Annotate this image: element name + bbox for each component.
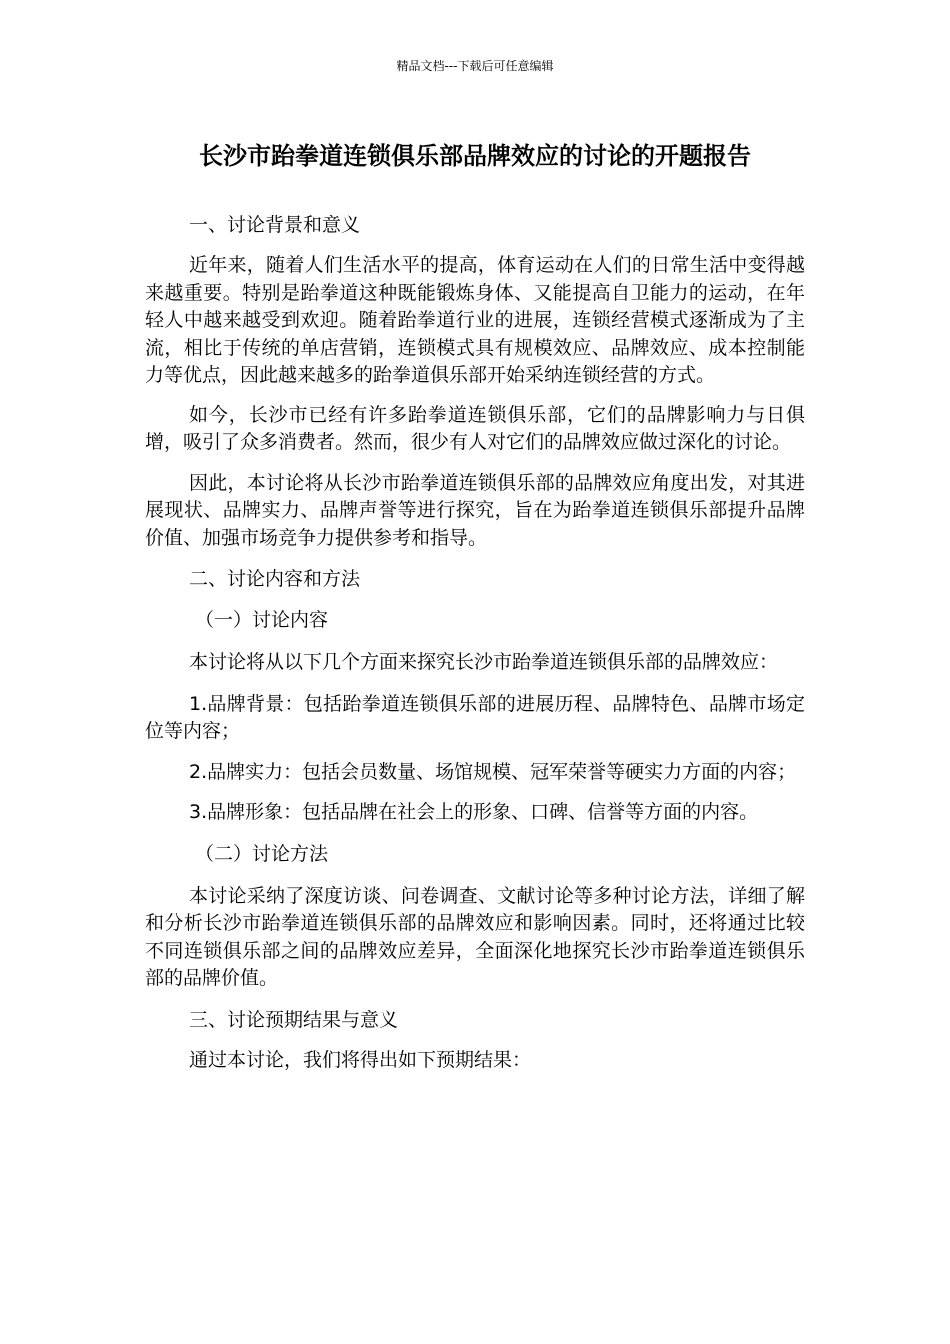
paragraph-background-3: 因此，本讨论将从长沙市跆拳道连锁俱乐部的品牌效应角度出发，对其进展现状、品牌实力、品牌声誉等进行探究，旨在为跆拳道连锁俱乐部提升品牌价值、加强市场竞争力提供参考和指导。 <box>145 471 805 549</box>
section-heading-background: 一、讨论背景和意义 <box>189 214 361 236</box>
paragraph-method: 本讨论采纳了深度访谈、问卷调查、文献讨论等多种讨论方法，详细了解和分析长沙市跆拳道连锁俱乐部的品牌效应和影响因素。同时，还将通过比较不同连锁俱乐部之间的品牌效应差异，全面深化地探究长沙市跆拳道连锁俱乐部的品牌价值。 <box>145 884 805 989</box>
paragraph-background-1: 近年来，随着人们生活水平的提高，体育运动在人们的日常生活中变得越来越重要。特别是跆拳道这种既能锻炼身体、又能提高自卫能力的运动，在年轻人中越来越受到欢迎。随着跆拳道行业的进展，连锁经营模式逐渐成为了主流，相比于传统的单店营销，连锁模式具有规模效应、品牌效应、成本控制能力等优点，因此越来越多的跆拳道俱乐部开始采纳连锁经营的方式。 <box>145 254 805 386</box>
list-item-brand-image: 3.品牌形象：包括品牌在社会上的形象、口碑、信誉等方面的内容。 <box>189 801 759 823</box>
document-title: 长沙市跆拳道连锁俱乐部品牌效应的讨论的开题报告 <box>199 142 751 170</box>
subsection-heading-method: （二）讨论方法 <box>195 842 329 865</box>
page-header-note: 精品文档---下载后可任意编辑 <box>396 59 554 73</box>
paragraph-content-intro: 本讨论将从以下几个方面来探究长沙市跆拳道连锁俱乐部的品牌效应： <box>189 651 779 673</box>
paragraph-background-2: 如今，长沙市已经有许多跆拳道连锁俱乐部，它们的品牌影响力与日俱增，吸引了众多消费者。然而，很少有人对它们的品牌效应做过深化的讨论。 <box>145 403 805 453</box>
section-heading-expected-results: 三、讨论预期结果与意义 <box>189 1008 399 1031</box>
subsection-heading-content: （一）讨论内容 <box>195 609 329 631</box>
document-body <box>145 211 805 1074</box>
list-item-brand-background: 1.品牌背景：包括跆拳道连锁俱乐部的进展历程、品牌特色、品牌市场定位等内容； <box>145 692 805 742</box>
section-heading-content-method: 二、讨论内容和方法 <box>189 568 361 590</box>
paragraph-expected-results: 通过本讨论，我们将得出如下预期结果： <box>189 1048 532 1071</box>
list-item-brand-strength: 2.品牌实力：包括会员数量、场馆规模、冠军荣誉等硬实力方面的内容； <box>189 760 797 783</box>
